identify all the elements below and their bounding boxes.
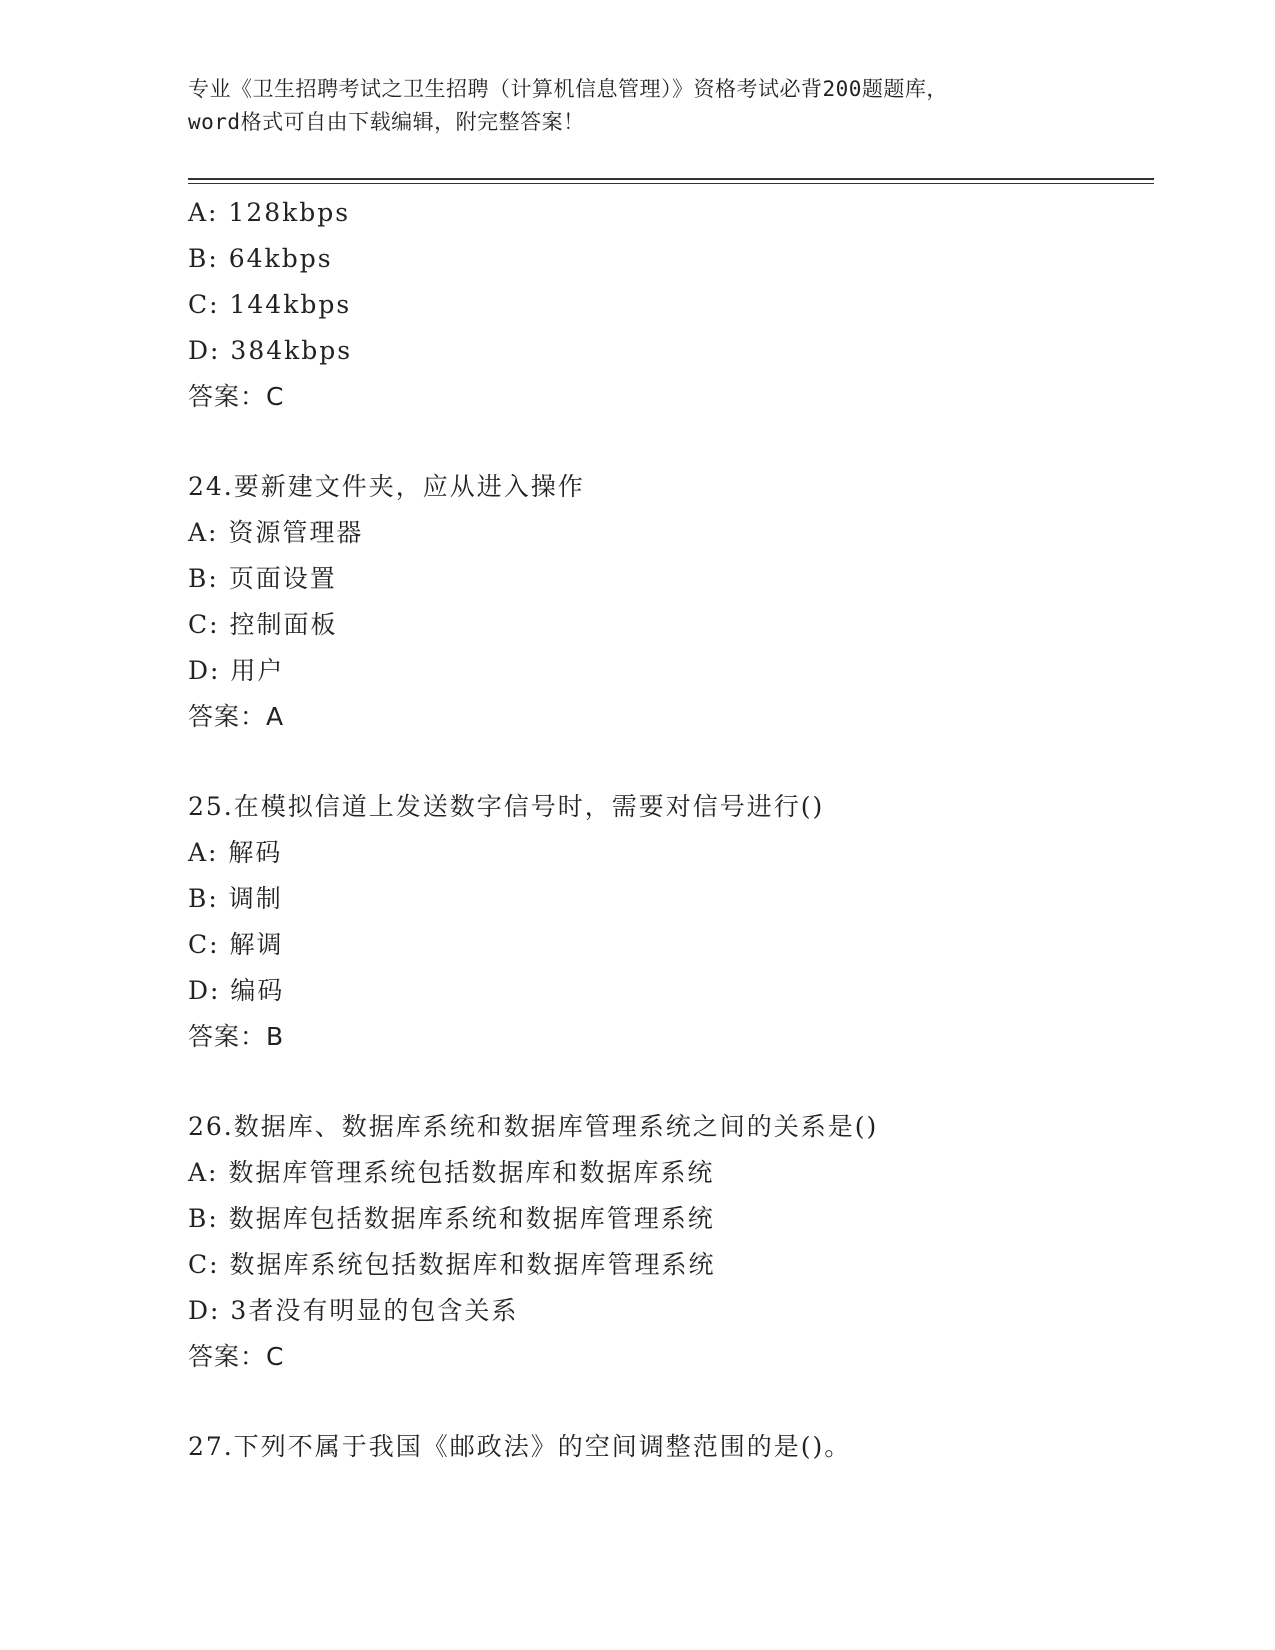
- option-a: A: 资源管理器: [188, 518, 364, 547]
- option-b: B: 调制: [188, 884, 283, 913]
- answer-line: 答案：C: [188, 1342, 285, 1371]
- header-line-1: 专业《卫生招聘考试之卫生招聘（计算机信息管理）》资格考试必背200题题库，: [188, 77, 948, 101]
- option-a: A: 128kbps: [188, 198, 351, 227]
- question-stem: 26.数据库、数据库系统和数据库管理系统之间的关系是(): [188, 1112, 879, 1141]
- question-block: [188, 784, 1148, 1060]
- question-block: [188, 1424, 1148, 1470]
- option-c: C: 144kbps: [188, 290, 352, 319]
- option-c: C: 控制面板: [188, 610, 338, 639]
- question-stem: 25.在模拟信道上发送数字信号时，需要对信号进行(): [188, 792, 825, 821]
- question-stem: 24.要新建文件夹，应从进入操作: [188, 472, 585, 501]
- question-block: [188, 1104, 1148, 1380]
- header-line-2: word格式可自由下载编辑，附完整答案！: [188, 110, 585, 134]
- answer-line: 答案：A: [188, 702, 285, 731]
- header-divider-thin: [188, 183, 1154, 184]
- option-b: B: 64kbps: [188, 244, 333, 273]
- answer-line: 答案：B: [188, 1022, 285, 1051]
- header-divider: [188, 178, 1154, 180]
- option-b: B: 页面设置: [188, 564, 337, 593]
- question-stem: 27.下列不属于我国《邮政法》的空间调整范围的是()。: [188, 1432, 852, 1461]
- option-d: D: 384kbps: [188, 336, 353, 365]
- document-header: [188, 73, 1088, 139]
- option-b: B: 数据库包括数据库系统和数据库管理系统: [188, 1204, 715, 1233]
- question-block: [188, 190, 1148, 420]
- option-c: C: 数据库系统包括数据库和数据库管理系统: [188, 1250, 716, 1279]
- option-c: C: 解调: [188, 930, 284, 959]
- option-d: D: 3者没有明显的包含关系: [188, 1296, 519, 1325]
- option-d: D: 用户: [188, 656, 285, 685]
- question-block: [188, 464, 1148, 740]
- option-a: A: 数据库管理系统包括数据库和数据库系统: [188, 1158, 715, 1187]
- option-a: A: 解码: [188, 838, 283, 867]
- question-list: [188, 190, 1148, 1470]
- option-d: D: 编码: [188, 976, 285, 1005]
- answer-line: 答案：C: [188, 382, 285, 411]
